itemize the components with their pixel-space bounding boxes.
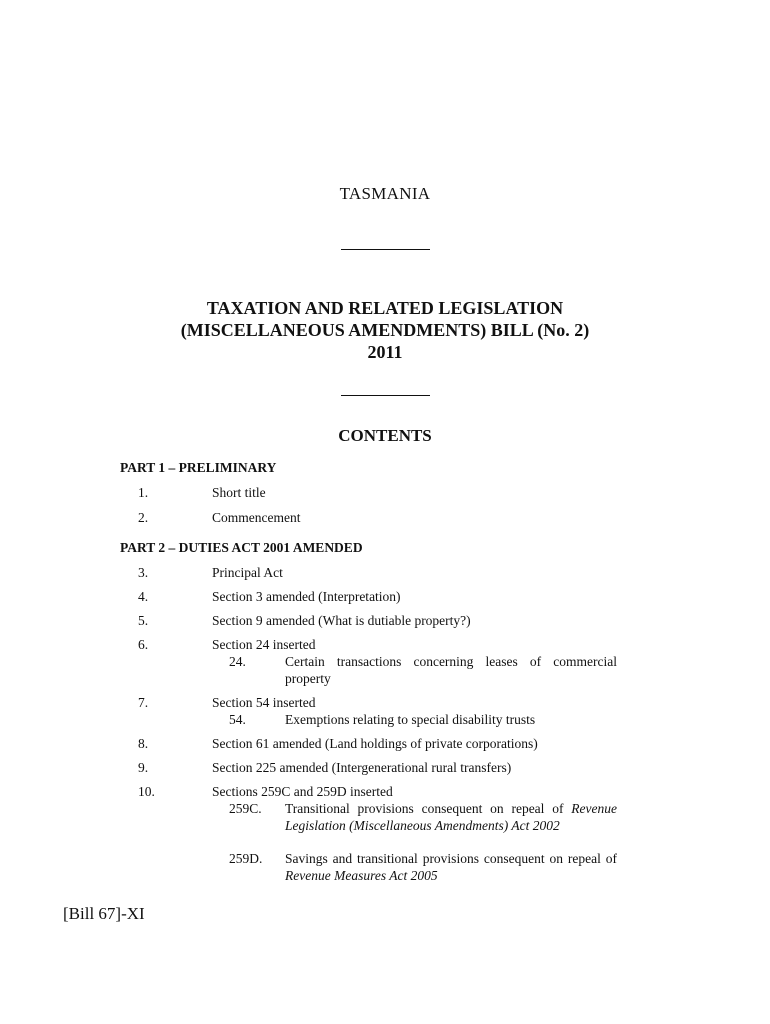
entry-number: 2.: [138, 510, 149, 525]
act-name: Revenue Measures Act 2005: [285, 868, 438, 883]
contents-heading: CONTENTS: [338, 426, 432, 445]
subentry-title-text: Savings and transitional provisions consequent on repeal of: [285, 851, 617, 866]
entry-number: 5.: [138, 613, 149, 628]
subentry-title-text: Transitional provisions consequent on repeal of: [285, 801, 572, 816]
entry-number: 4.: [138, 589, 149, 604]
entry-number: 3.: [138, 565, 149, 580]
bill-title-line: (MISCELLANEOUS AMENDMENTS) BILL (No. 2): [180, 320, 590, 340]
bill-title-line: TAXATION AND RELATED LEGISLATION: [206, 298, 564, 318]
subentry-number: 24.: [229, 654, 246, 669]
entry-title: Short title: [212, 485, 266, 500]
entry-title: Section 24 inserted: [212, 637, 316, 652]
entry-title: Section 225 amended (Intergenerational rural transfers): [212, 760, 512, 775]
jurisdiction-heading: TASMANIA: [339, 184, 431, 203]
entry-number: 1.: [138, 485, 149, 500]
subentry-title: [285, 800, 617, 834]
entry-title: Section 3 amended (Interpretation): [212, 589, 401, 604]
entry-number: 7.: [138, 695, 149, 710]
bill-title-year: 2011: [367, 342, 403, 362]
entry-title: Principal Act: [212, 565, 283, 580]
entry-number: 9.: [138, 760, 149, 775]
entry-title: Section 61 amended (Land holdings of private corporations): [212, 736, 538, 751]
separator-rule: [341, 249, 430, 250]
subentry-title: [285, 850, 617, 884]
bill-reference: [Bill 67]-XI: [63, 904, 145, 923]
bill-title: [0, 297, 770, 363]
subentry-title: Exemptions relating to special disability trusts: [285, 712, 536, 727]
part-heading: PART 1 – PRELIMINARY: [120, 460, 277, 475]
entry-number: 6.: [138, 637, 149, 652]
entry-title: Commencement: [212, 510, 301, 525]
part-heading: PART 2 – DUTIES ACT 2001 AMENDED: [120, 540, 363, 555]
entry-number: 8.: [138, 736, 149, 751]
entry-number: 10.: [138, 784, 155, 799]
subentry-number: 54.: [229, 712, 246, 727]
subentry-number: 259D.: [229, 851, 263, 866]
subentry-title: Certain transactions concerning leases of commercial property: [285, 654, 617, 686]
entry-title: Sections 259C and 259D inserted: [212, 784, 393, 799]
entry-title: Section 9 amended (What is dutiable property?): [212, 613, 471, 628]
entry-title: Section 54 inserted: [212, 695, 316, 710]
subentry-number: 259C.: [229, 801, 262, 816]
act-name: Revenue Legislation (Miscellaneous Amendments) Act 2002: [285, 801, 617, 833]
separator-rule: [341, 395, 430, 396]
